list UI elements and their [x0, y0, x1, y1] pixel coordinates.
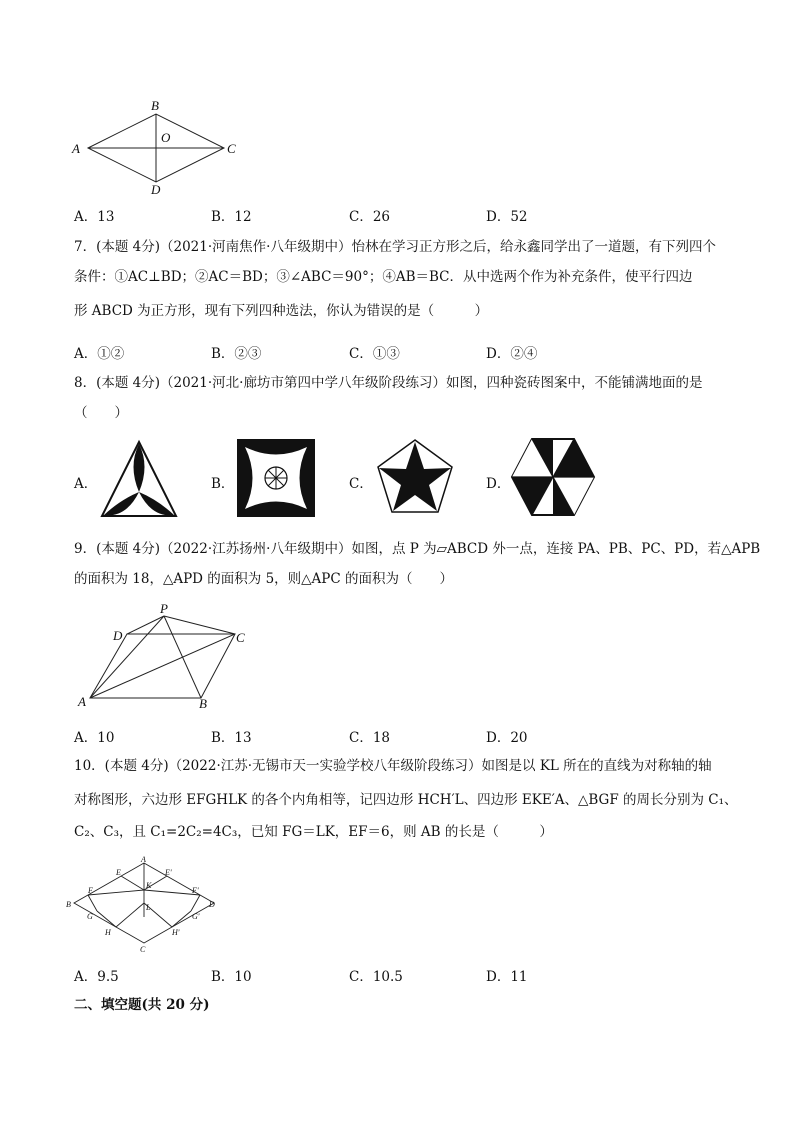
label-b: B	[151, 98, 159, 113]
rhombus-hexagon-figure	[66, 855, 226, 955]
label-e-prime: E'	[165, 868, 172, 877]
q7-text-line-2: 条件：①AC⊥BD；②AC＝BD；③∠ABC＝90°；④AB＝BC．从中选两个作为补充条件，使平行四边	[74, 269, 693, 285]
q10-option-c[interactable]: C．10.5	[349, 969, 403, 985]
q9-option-a[interactable]: A．10	[74, 730, 115, 746]
q10-option-b[interactable]: B．10	[211, 969, 252, 985]
label-p: P	[160, 602, 168, 616]
label-a: A	[141, 855, 146, 864]
q10-text-line-1: 10．(本题 4分)（2022·江苏·无锡市天一实验学校八年级阶段练习）如图是以 KL 所在的直线为对称轴的轴	[74, 758, 712, 774]
label-c: C	[236, 630, 245, 645]
label-f-prime: F'	[192, 886, 199, 895]
q9-option-d[interactable]: D．20	[486, 730, 528, 746]
tile-hexagon-triangles	[510, 436, 596, 518]
label-c: C	[140, 945, 146, 954]
label-h-prime: H'	[172, 928, 180, 937]
q7-option-c[interactable]: C．①③	[349, 346, 400, 362]
rhombus-figure	[66, 96, 246, 196]
label-g: G	[87, 912, 93, 921]
label-g-prime: G'	[192, 912, 200, 921]
q9-option-b[interactable]: B．13	[211, 730, 252, 746]
q9-option-c[interactable]: C．18	[349, 730, 391, 746]
q10-text-line-3: C₂、C₃，且 C₁=2C₂=4C₃，已知 FG＝LK，EF＝6，则 AB 的长是（ ）	[74, 824, 553, 840]
q6-option-d[interactable]: D．52	[486, 209, 528, 225]
label-e: E	[116, 868, 121, 877]
q8-text-line-1: 8．(本题 4分)（2021·河北·廊坊市第四中学八年级阶段练习）如图，四种瓷砖图案中，不能铺满地面的是	[74, 375, 703, 391]
q10-text-line-2: 对称图形，六边形 EFGHLK 的各个内角相等，记四边形 HCH′L、四边形 EKE′A、△BGF 的周长分别为 C₁、	[74, 792, 738, 808]
section-title: 二、填空题(共 20 分)	[74, 997, 210, 1013]
label-h: H	[105, 928, 111, 937]
q7-text-line-3: 形 ABCD 为正方形，现有下列四种选法，你认为错误的是（ ）	[74, 303, 489, 319]
q8-option-d[interactable]: D．	[486, 476, 511, 492]
q6-option-b[interactable]: B．12	[211, 209, 252, 225]
q9-text-line-1: 9．(本题 4分)（2022·江苏扬州·八年级期中）如图，点 P 为▱ABCD 外一点，连接 PA、PB、PC、PD，若△APB	[74, 541, 761, 557]
tile-pentagon-star	[374, 436, 456, 518]
tile-square-wheel	[236, 438, 316, 518]
q8-option-b[interactable]: B．	[211, 476, 235, 492]
label-b: B	[199, 696, 207, 711]
label-l: L	[146, 903, 151, 912]
label-b: B	[66, 900, 71, 909]
q9-text-line-2: 的面积为 18，△APD 的面积为 5，则△APC 的面积为（ ）	[74, 571, 454, 587]
q7-text-line-1: 7．(本题 4分)（2021·河南焦作·八年级期中）怡林在学习正方形之后，给永鑫同学出了一道题，有下列四个	[74, 239, 716, 255]
q6-option-a[interactable]: A．13	[74, 209, 115, 225]
q7-option-a[interactable]: A．①②	[74, 346, 125, 362]
label-d: D	[151, 182, 161, 196]
q6-option-c[interactable]: C．26	[349, 209, 391, 225]
label-k: K	[146, 881, 152, 890]
q8-option-a[interactable]: A．	[74, 476, 98, 492]
q10-option-d[interactable]: D．11	[486, 969, 528, 985]
label-d: D	[113, 628, 123, 643]
tile-triangle-trefoil	[98, 438, 180, 520]
label-a: A	[78, 694, 86, 709]
label-c: C	[227, 141, 236, 156]
parallelogram-figure	[72, 602, 262, 712]
q8-option-c[interactable]: C．	[349, 476, 373, 492]
q7-option-d[interactable]: D．②④	[486, 346, 538, 362]
q8-text-line-2: （ ）	[74, 405, 128, 421]
label-f: F	[88, 886, 93, 895]
q7-option-b[interactable]: B．②③	[211, 346, 262, 362]
label-a: A	[72, 141, 80, 156]
label-d: D	[209, 900, 215, 909]
q10-option-a[interactable]: A．9.5	[74, 969, 119, 985]
label-o: O	[161, 130, 171, 145]
